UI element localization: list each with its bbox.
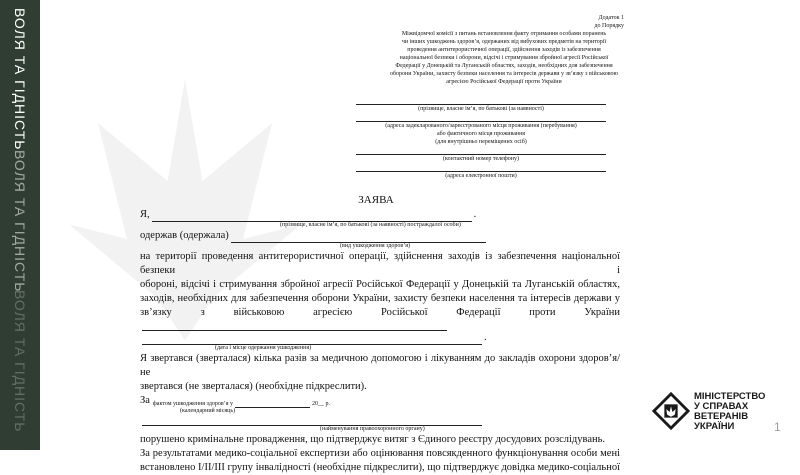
medical-text-2: звертався (не зверталася) (необхідне підкреслити). [140,381,367,392]
received-prefix: одержав (одержала) [140,230,229,241]
agency-field[interactable] [142,415,482,426]
applicant-caption: (прізвище, власне ім’я, по батькові (за наявності) постраждалої особи) [280,222,461,228]
territory-extra-field[interactable] [142,320,447,331]
expert-text-2: встановлено I/II/III групу інвалідності (необхідне підкреслити), що підтверджує довідка медико-соціальної [140,462,620,473]
email-caption: (адреса електронної пошти) [445,173,517,179]
territory-text: зв’язку з військовою агресією Російської Федерації проти України [140,307,620,318]
phone-caption: (контактний номер телефону) [443,156,519,162]
injury-caption: (вид ушкодження здоров’я) [340,243,411,249]
appendix-label: Додаток 1 [598,15,624,21]
criminal-text: порушено кримінальне провадження, що підтверджує витяг з Єдиного реєстру досудових розслідувань. [140,434,606,445]
header-line: агресією Російської Федерації проти України [446,79,562,85]
month-field[interactable] [235,397,310,408]
statement-title: ЗАЯВА [358,194,394,206]
document-header [384,14,624,86]
address-caption: (адреса задекларованого/зареєстрованого місця проживання (перебування) [385,123,577,129]
date-caption: (дата і місце одержання ушкодження) [215,345,312,351]
received-line [140,229,620,243]
header-line: Федерації у Донецькій та Луганській областях, заходів, необхідних для забезпечення [395,63,613,69]
agency-line [140,415,620,426]
expert-text: За результатами медико-соціальної експертизи або оцінювання повсякденного функціонування особи мені [140,448,620,459]
fact-line [140,394,620,408]
ministry-name-line: ВЕТЕРАНІВ [694,411,749,422]
territory-field-1 [140,320,620,331]
ministry-emblem-icon [652,392,690,430]
sidebar-slogan-faded: ВОЛЯ ТА ГІДНІСТЬ [12,150,28,293]
date-place-field[interactable] [142,334,482,345]
phone-field-line[interactable] [356,154,606,155]
header-line: національної безпеки і оборони, відсічі і стримування збройної агресії Російської [399,55,609,61]
ministry-name-line: У СПРАВАХ [694,401,749,412]
header-line: чи інших ушкоджень здоров’я, одержаних від вибухових предметів на території [401,39,607,45]
sidebar-band [0,0,40,450]
ministry-name-line: МІНІСТЕРСТВО [694,391,766,402]
territory-text: на території проведення антитерористичної операції, здійснення заходів із забезпечення національної безпеки і [140,251,620,276]
name-field-line[interactable] [356,104,606,105]
fact-text: фактом ушкодження здоров’я у [152,401,233,407]
email-field-line[interactable] [356,171,606,172]
name-caption: (прізвище, власне ім’я, по батькові (за наявності) [418,106,544,112]
territory-text: обороні, відсічі і стримування збройної агресії Російської Федерації у Донецькій та Луганській областях, [140,279,620,290]
applicant-line: Я, . [140,209,477,220]
address-caption-2: або фактичного місця проживання [436,131,526,137]
header-line: Міжвідомчої комісії з питань встановлення факту отримання особами поранень [401,31,607,37]
header-line: проведення антитерористичної операції, здійснення заходів із забезпечення [407,47,601,53]
applicant-name-field[interactable] [152,211,472,222]
address-caption-3: (для внутрішньо переміщених осіб) [435,139,527,145]
ministry-name [694,392,765,432]
month-caption: (календарний місяць) [180,408,236,414]
header-line: оборони України, захисту безпеки населення та інтересів держави у зв’язку з військовою [389,71,619,77]
address-field-line[interactable] [356,121,606,122]
applicant-fields [356,96,606,180]
fact-year: 20__ р. [311,401,330,407]
date-line: . [140,331,620,345]
i-prefix: Я, [140,209,150,220]
ministry-name-line: УКРАЇНИ [694,421,735,432]
medical-text: Я звертався (зверталася) кілька разів за медичною допомогою і лікуванням до закладів охорони здоров’я/не [140,353,620,378]
ministry-logo [652,390,777,435]
statement-body [140,208,620,475]
sidebar-slogan-faint: ВОЛЯ ТА ГІДНІСТЬ [12,290,28,433]
page-number: 1 [774,420,781,434]
injury-field[interactable] [231,232,486,243]
sidebar-slogan: ВОЛЯ ТА ГІДНІСТЬ [12,8,28,151]
agency-caption: (найменування правоохоронного органу) [320,426,425,432]
territory-text: заходів, необхідних для забезпечення оборони України, захисту безпеки населення та інтересів держави у [140,293,620,304]
order-label: до Порядку [594,23,624,29]
fact-prefix: За [140,395,150,406]
